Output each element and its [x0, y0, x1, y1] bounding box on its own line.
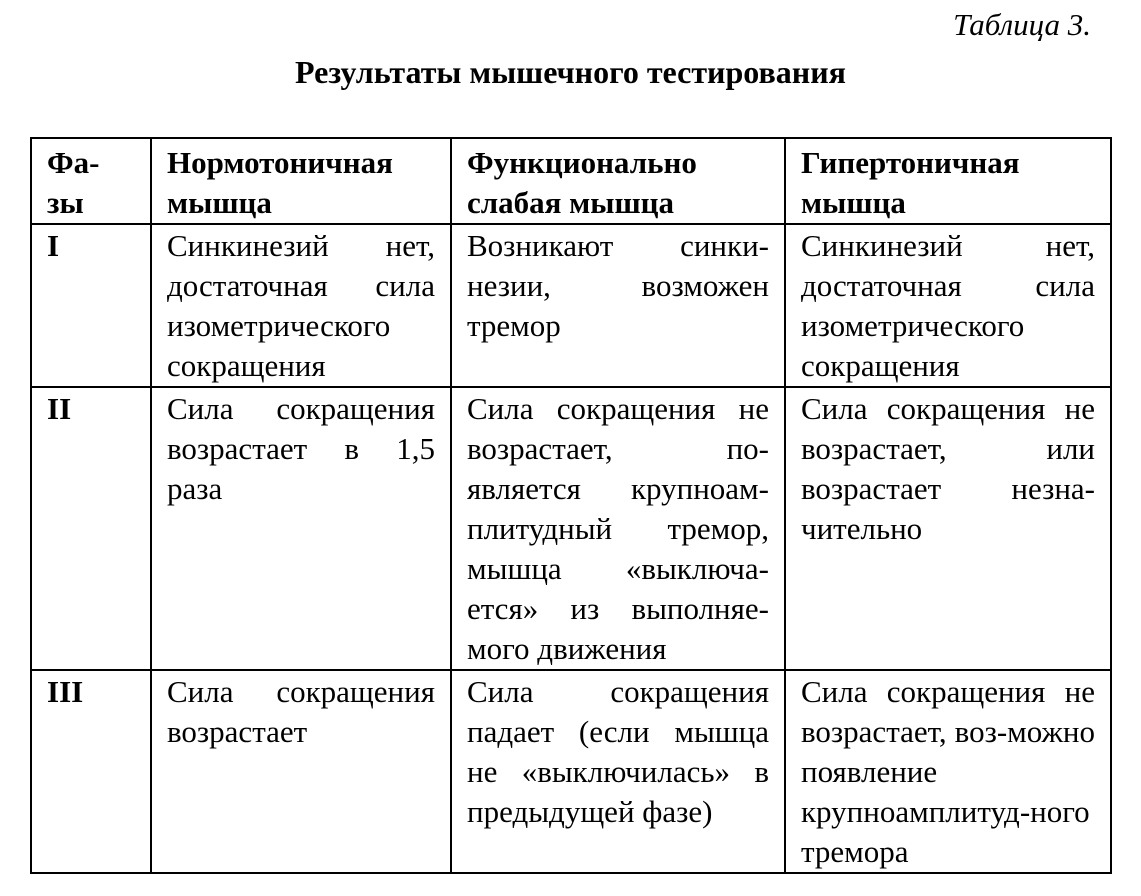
table-row — [31, 224, 1111, 387]
header-hypertonic: Гипертоничная мышца — [785, 138, 1111, 224]
normotonic-text: Сила сокращения возрастает — [167, 674, 435, 749]
phase-cell: I — [31, 224, 151, 387]
hypertonic-text: Сила сокращения не возрастает, или возрастает незна-чительно — [801, 391, 1095, 546]
normotonic-cell — [151, 387, 451, 670]
hypertonic-cell — [785, 387, 1111, 670]
weak-text: Сила сокращения падает (если мышца не «выключилась» в предыдущей фазе) — [467, 674, 769, 829]
table-row — [31, 670, 1111, 873]
table-row — [31, 387, 1111, 670]
hypertonic-cell — [785, 670, 1111, 873]
hypertonic-cell — [785, 224, 1111, 387]
normotonic-text: Синкинезий нет, достаточная сила изометрического сокращения — [167, 228, 435, 383]
normotonic-cell — [151, 224, 451, 387]
results-table — [30, 137, 1112, 874]
weak-cell — [451, 670, 785, 873]
phase-cell: III — [31, 670, 151, 873]
weak-cell — [451, 224, 785, 387]
normotonic-cell — [151, 670, 451, 873]
phase-cell: II — [31, 387, 151, 670]
page-title: Результаты мышечного тестирования — [295, 54, 846, 90]
header-weak: Функционально слабая мышца — [451, 138, 785, 224]
hypertonic-text: Сила сокращения не возрастает, воз-можно появление крупноамплитуд-ного тремора — [801, 674, 1095, 869]
weak-text: Возникают синки-незии, возможен тремор — [467, 228, 769, 343]
weak-cell — [451, 387, 785, 670]
hypertonic-text: Синкинезий нет, достаточная сила изометрического сокращения — [801, 228, 1095, 383]
header-phase — [31, 138, 151, 224]
normotonic-text: Сила сокращения возрастает в 1,5 раза — [167, 391, 435, 506]
header-phase-label: Фа-зы — [47, 145, 100, 220]
table-header-row — [31, 138, 1111, 224]
weak-text: Сила сокращения не возрастает, по-является крупноам-плитудный тремор, мышца «выключа-ется» из выполняе-мого движения — [467, 391, 769, 666]
table-caption: Таблица 3. — [953, 7, 1091, 42]
header-normotonic: Нормотоничная мышца — [151, 138, 451, 224]
